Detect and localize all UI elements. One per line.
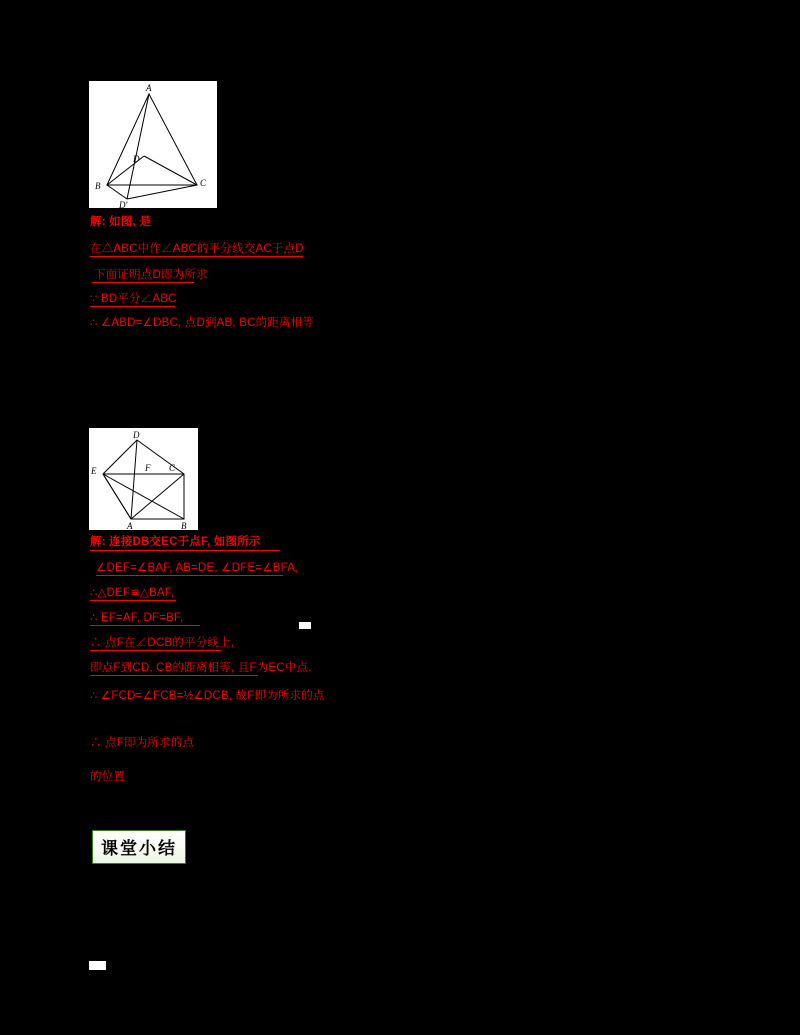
solution2-underline-3 <box>90 600 176 601</box>
solution2-line-3: ∴△DEF≌△BAF, <box>90 587 175 599</box>
solution2-underline-5 <box>90 650 221 651</box>
solution2-underline-1 <box>90 550 280 551</box>
figure2-label-F: F <box>145 463 151 473</box>
solution1-underline-2 <box>92 282 194 283</box>
figure2-label-D: D <box>133 430 140 440</box>
solution2-underline-7 <box>90 705 752 706</box>
solution2-underline-2 <box>96 575 283 576</box>
figure2-label-E: E <box>91 466 97 476</box>
page-bottom-mark <box>89 961 106 970</box>
figure1-drawing <box>89 81 217 208</box>
solution1-line-2: 在△ABC中作∠ABC的平分线交AC于点D <box>90 243 304 255</box>
figure2-label-B: B <box>181 521 187 530</box>
figure2-drawing <box>89 428 198 530</box>
solution1-underline-1 <box>90 256 303 257</box>
section-heading-classroom-summary: 课堂小结 <box>92 830 186 864</box>
figure-quadrilateral <box>89 428 198 530</box>
figure2-label-C: C <box>169 463 176 473</box>
solution2-underline-4 <box>90 625 200 626</box>
stray-mark <box>299 622 311 629</box>
solution1-line-4: ∵ BD平分∠ABC <box>90 293 177 305</box>
figure1-label-B: B <box>95 181 101 191</box>
solution2-line-7: ∴ ∠FCD=∠FCB=½∠DCB, 故F即为所求的点 <box>90 690 325 702</box>
solution2-extra-line-2: 的位置 <box>90 771 126 783</box>
solution1-line-5: ∴ ∠ABD=∠DBC, 点D到AB, BC的距离相等 <box>90 317 315 329</box>
solution2-underline-6 <box>90 675 258 676</box>
solution2-line-6: 即点F到CD, CB的距离相等, 且F为EC中点, <box>90 662 312 674</box>
figure1-label-A: A <box>146 83 152 93</box>
solution2-line-2: ∠DEF=∠BAF, AB=DE, ∠DFE=∠BFA, <box>96 562 299 574</box>
solution1-underline-3 <box>90 306 175 307</box>
figure-triangle-abc <box>89 81 217 208</box>
solution2-extra-line-1: ∴ 点F即为所求的点 <box>90 737 195 749</box>
solution2-line-1: 解: 连接DB交EC于点F, 如图所示 <box>90 536 261 548</box>
solution2-line-4: ∴ EF=AF, DF=BF, <box>90 612 184 624</box>
figure1-label-C: C <box>200 178 207 188</box>
solution1-line-1: 解: 如图, 是 <box>90 216 152 228</box>
solution2-line-5: ∴ 点F在∠DCB的平分线上, <box>90 637 235 649</box>
solution1-line-3: 下面证明点D即为所求 <box>94 269 208 281</box>
solution1-underline-4 <box>90 331 752 332</box>
figure1-label-D: D <box>133 154 140 164</box>
figure2-label-A: A <box>127 521 133 530</box>
figure1-label-Dprime: D′ <box>119 200 128 208</box>
